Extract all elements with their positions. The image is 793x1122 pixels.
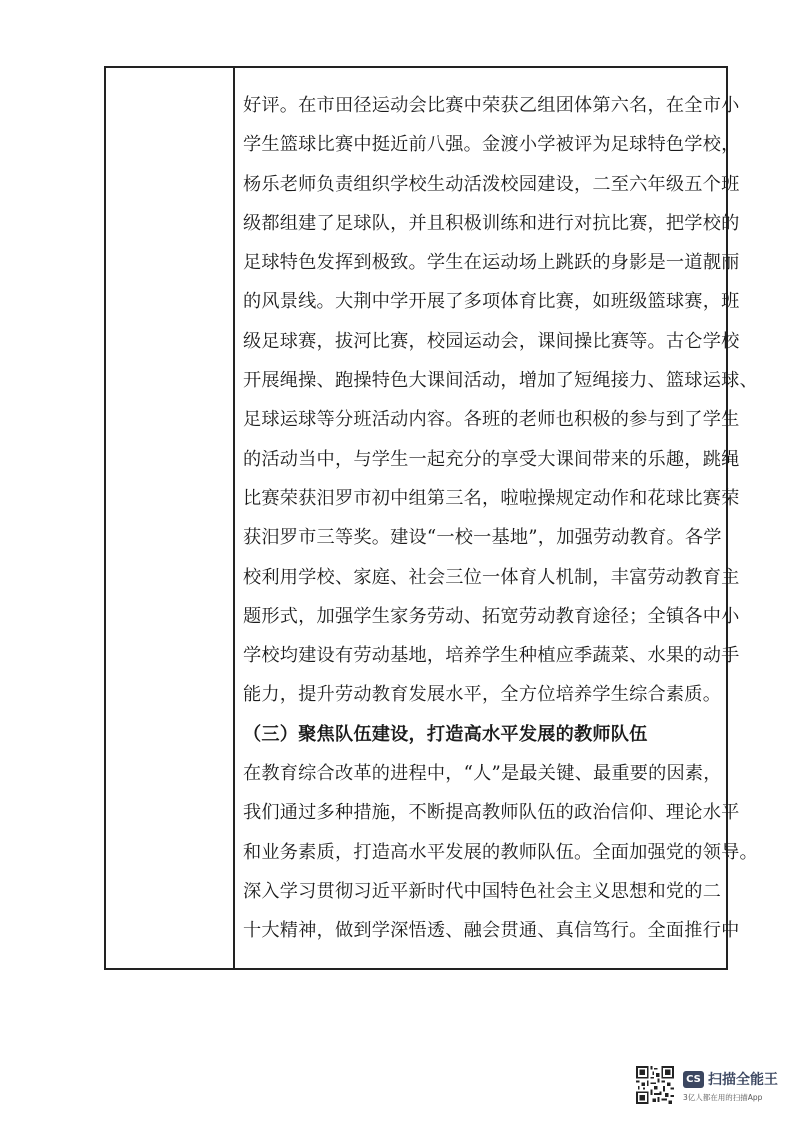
text-line-4: 级都组建了足球队，并且积极训练和进行对抗比赛，把学校的: [243, 212, 740, 234]
text-line-19: 我们通过多种措施，不断提高教师队伍的政治信仰、理论水平: [243, 802, 740, 824]
text-line-3: 杨乐老师负责组织学校生动活泼校园建设，二至六年级五个班: [243, 173, 740, 195]
text-line-12: 获汨罗市三等奖。建设“一校一基地”，加强劳动教育。各学: [243, 527, 722, 549]
text-line-11: 比赛荣获汨罗市初中组第三名，啦啦操规定动作和花球比赛荣: [243, 487, 740, 509]
text-line-2: 学生篮球比赛中挺近前八强。金渡小学被评为足球特色学校，: [243, 134, 740, 156]
text-line-13: 校利用学校、家庭、社会三位一体育人机制，丰富劳动教育主: [243, 566, 740, 588]
section-heading: （三）聚焦队伍建设，打造高水平发展的教师队伍: [243, 723, 648, 745]
text-line-16: 能力，提升劳动教育发展水平，全方位培养学生综合素质。: [243, 684, 722, 706]
text-line-9: 足球运球等分班活动内容。各班的老师也积极的参与到了学生: [243, 409, 740, 431]
document-body: [243, 86, 758, 951]
text-line-15: 学校均建设有劳动基地，培养学生种植应季蔬菜、水果的动手: [243, 645, 740, 667]
text-line-18: 在教育综合改革的进程中，“人”是最关键、最重要的因素，: [243, 763, 722, 785]
camscanner-logo: CS: [683, 1071, 704, 1088]
brand-slogan: 3亿人都在用的扫描App: [683, 1093, 763, 1102]
text-line-21: 深入学习贯彻习近平新时代中国特色社会主义思想和党的二: [243, 880, 722, 902]
document-table: [104, 66, 758, 970]
table-left-column: [106, 68, 235, 968]
text-line-8: 开展绳操、跑操特色大课间活动，增加了短绳接力、篮球运球、: [243, 370, 758, 392]
text-line-10: 的活动当中，与学生一起充分的享受大课间带来的乐趣，跳绳: [243, 448, 740, 470]
qr-code-icon: [636, 1066, 674, 1104]
text-line-22: 十大精神，做到学深悟透、融会贯通、真信笃行。全面推行中: [243, 920, 740, 942]
brand-name: 扫描全能王: [708, 1072, 778, 1088]
text-line-1: 好评。在市田径运动会比赛中荣获乙组团体第六名，在全市小: [243, 95, 740, 116]
text-line-7: 级足球赛，拔河比赛，校园运动会，课间操比赛等。古仑学校: [243, 330, 740, 352]
text-line-14: 题形式，加强学生家务劳动、拓宽劳动教育途径；全镇各中小: [243, 605, 740, 627]
text-line-5: 足球特色发挥到极致。学生在运动场上跳跃的身影是一道靓丽: [243, 252, 740, 274]
scanner-watermark: [636, 1066, 786, 1110]
text-line-20: 和业务素质，打造高水平发展的教师队伍。全面加强党的领导。: [243, 841, 758, 863]
text-line-6: 的风景线。大荆中学开展了多项体育比赛，如班级篮球赛，班: [243, 291, 740, 313]
